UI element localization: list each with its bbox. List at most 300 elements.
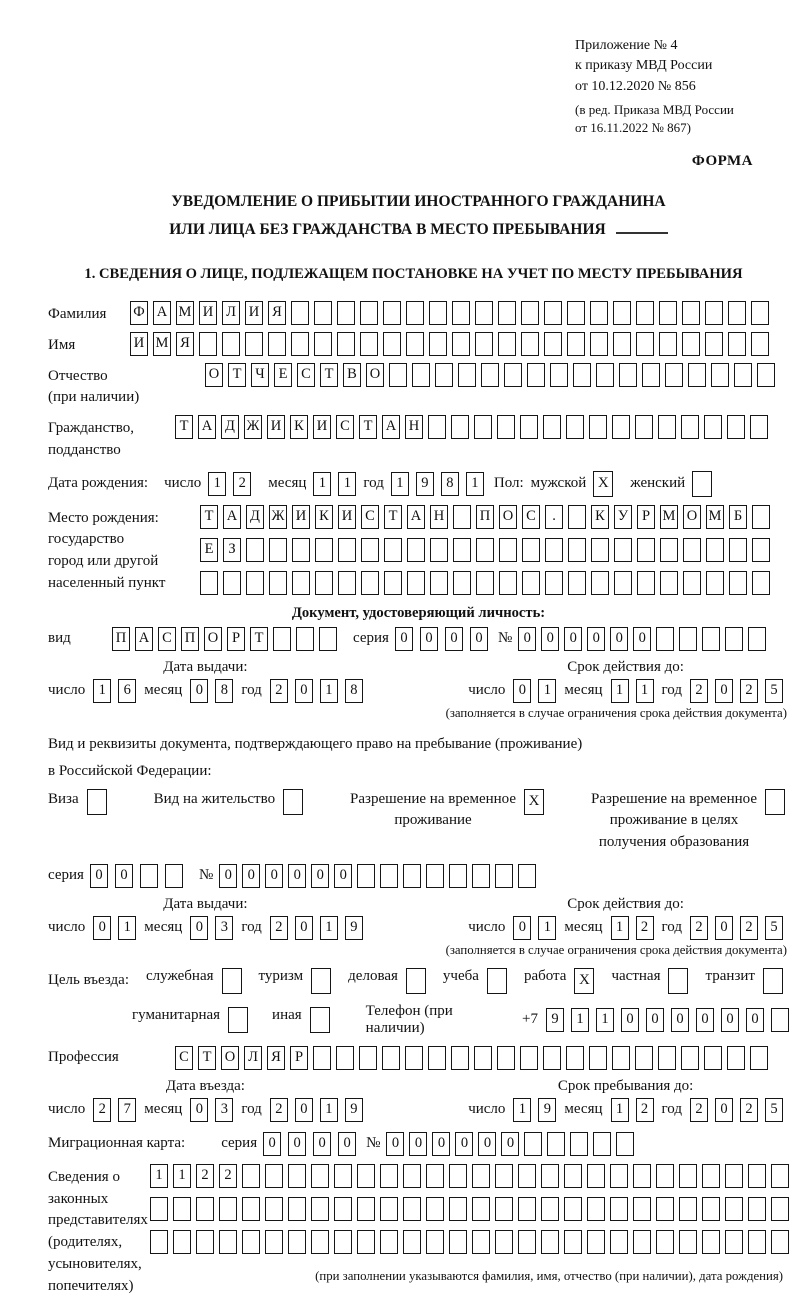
char-cell[interactable]: М bbox=[153, 332, 171, 356]
char-cell[interactable]: 0 bbox=[541, 627, 559, 651]
char-cell[interactable] bbox=[543, 415, 561, 439]
char-cell[interactable] bbox=[706, 538, 724, 562]
char-cell[interactable] bbox=[702, 1164, 720, 1188]
char-cell[interactable] bbox=[593, 1132, 611, 1156]
doc-expiry-month-cells[interactable] bbox=[611, 679, 654, 703]
doc-kind-cells[interactable] bbox=[112, 627, 337, 651]
char-cell[interactable] bbox=[150, 1230, 168, 1254]
char-cell[interactable] bbox=[587, 1164, 605, 1188]
char-cell[interactable] bbox=[476, 538, 494, 562]
char-cell[interactable] bbox=[704, 415, 722, 439]
char-cell[interactable]: 6 bbox=[118, 679, 136, 703]
birth-place-cells-row2[interactable] bbox=[200, 538, 770, 562]
char-cell[interactable]: Т bbox=[320, 363, 338, 387]
char-cell[interactable] bbox=[406, 968, 426, 994]
char-cell[interactable]: 2 bbox=[740, 916, 758, 940]
char-cell[interactable]: 0 bbox=[190, 916, 208, 940]
char-cell[interactable] bbox=[288, 1197, 306, 1221]
birth-month-cells[interactable] bbox=[313, 472, 356, 496]
char-cell[interactable]: 2 bbox=[196, 1164, 214, 1188]
residence-issue-month-cells[interactable] bbox=[190, 916, 233, 940]
char-cell[interactable] bbox=[591, 538, 609, 562]
char-cell[interactable] bbox=[518, 1197, 536, 1221]
char-cell[interactable] bbox=[475, 332, 493, 356]
char-cell[interactable] bbox=[763, 968, 783, 994]
char-cell[interactable] bbox=[614, 538, 632, 562]
char-cell[interactable]: 1 bbox=[93, 679, 111, 703]
char-cell[interactable] bbox=[268, 332, 286, 356]
char-cell[interactable]: Я bbox=[267, 1046, 285, 1070]
char-cell[interactable] bbox=[357, 1197, 375, 1221]
char-cell[interactable]: О bbox=[221, 1046, 239, 1070]
char-cell[interactable]: 5 bbox=[765, 679, 783, 703]
char-cell[interactable] bbox=[196, 1197, 214, 1221]
char-cell[interactable] bbox=[702, 627, 720, 651]
char-cell[interactable] bbox=[587, 1197, 605, 1221]
char-cell[interactable] bbox=[246, 571, 264, 595]
char-cell[interactable] bbox=[727, 1046, 745, 1070]
char-cell[interactable] bbox=[541, 1230, 559, 1254]
char-cell[interactable] bbox=[361, 571, 379, 595]
char-cell[interactable] bbox=[199, 332, 217, 356]
char-cell[interactable] bbox=[383, 301, 401, 325]
char-cell[interactable] bbox=[660, 571, 678, 595]
char-cell[interactable] bbox=[497, 415, 515, 439]
char-cell[interactable] bbox=[319, 627, 337, 651]
char-cell[interactable] bbox=[337, 332, 355, 356]
doc-issue-month-cells[interactable] bbox=[190, 679, 233, 703]
char-cell[interactable] bbox=[637, 571, 655, 595]
char-cell[interactable]: 0 bbox=[621, 1008, 639, 1032]
char-cell[interactable] bbox=[242, 1164, 260, 1188]
char-cell[interactable] bbox=[338, 571, 356, 595]
char-cell[interactable] bbox=[568, 538, 586, 562]
char-cell[interactable] bbox=[429, 301, 447, 325]
char-cell[interactable] bbox=[748, 1164, 766, 1188]
char-cell[interactable] bbox=[635, 415, 653, 439]
char-cell[interactable]: 3 bbox=[215, 1098, 233, 1122]
char-cell[interactable]: 1 bbox=[173, 1164, 191, 1188]
citizenship-cells[interactable] bbox=[175, 415, 768, 439]
char-cell[interactable] bbox=[616, 1132, 634, 1156]
char-cell[interactable]: Т bbox=[384, 505, 402, 529]
char-cell[interactable] bbox=[389, 363, 407, 387]
char-cell[interactable]: 0 bbox=[190, 679, 208, 703]
char-cell[interactable] bbox=[750, 1046, 768, 1070]
char-cell[interactable]: У bbox=[614, 505, 632, 529]
entry-day-cells[interactable] bbox=[93, 1098, 136, 1122]
char-cell[interactable] bbox=[458, 363, 476, 387]
char-cell[interactable] bbox=[656, 1230, 674, 1254]
char-cell[interactable] bbox=[296, 627, 314, 651]
doc-number-cells[interactable] bbox=[518, 627, 766, 651]
char-cell[interactable]: 0 bbox=[295, 916, 313, 940]
char-cell[interactable] bbox=[633, 1164, 651, 1188]
char-cell[interactable]: 5 bbox=[765, 916, 783, 940]
stay-day-cells[interactable] bbox=[513, 1098, 556, 1122]
char-cell[interactable]: Р bbox=[290, 1046, 308, 1070]
surname-cells[interactable] bbox=[130, 301, 769, 325]
char-cell[interactable]: С bbox=[297, 363, 315, 387]
char-cell[interactable] bbox=[748, 627, 766, 651]
char-cell[interactable] bbox=[426, 864, 444, 888]
char-cell[interactable] bbox=[403, 864, 421, 888]
char-cell[interactable]: 0 bbox=[715, 916, 733, 940]
char-cell[interactable]: 1 bbox=[611, 1098, 629, 1122]
char-cell[interactable]: 0 bbox=[313, 1132, 331, 1156]
char-cell[interactable] bbox=[564, 1164, 582, 1188]
birth-year-cells[interactable] bbox=[391, 472, 484, 496]
char-cell[interactable] bbox=[219, 1230, 237, 1254]
char-cell[interactable]: И bbox=[313, 415, 331, 439]
char-cell[interactable] bbox=[265, 1197, 283, 1221]
char-cell[interactable] bbox=[311, 1230, 329, 1254]
doc-issue-year-cells[interactable] bbox=[270, 679, 363, 703]
doc-issue-day-cells[interactable] bbox=[93, 679, 136, 703]
char-cell[interactable] bbox=[711, 363, 729, 387]
char-cell[interactable]: Ч bbox=[251, 363, 269, 387]
char-cell[interactable] bbox=[497, 1046, 515, 1070]
char-cell[interactable]: Е bbox=[274, 363, 292, 387]
char-cell[interactable] bbox=[591, 571, 609, 595]
char-cell[interactable] bbox=[522, 538, 540, 562]
char-cell[interactable] bbox=[635, 1046, 653, 1070]
char-cell[interactable]: 2 bbox=[636, 916, 654, 940]
char-cell[interactable] bbox=[702, 1230, 720, 1254]
char-cell[interactable] bbox=[360, 332, 378, 356]
char-cell[interactable]: 1 bbox=[391, 472, 409, 496]
char-cell[interactable] bbox=[610, 1230, 628, 1254]
char-cell[interactable]: Т bbox=[175, 415, 193, 439]
char-cell[interactable] bbox=[453, 538, 471, 562]
char-cell[interactable]: Л bbox=[222, 301, 240, 325]
char-cell[interactable]: А bbox=[223, 505, 241, 529]
char-cell[interactable] bbox=[472, 864, 490, 888]
residence-series-cells[interactable] bbox=[90, 864, 183, 888]
char-cell[interactable] bbox=[682, 332, 700, 356]
char-cell[interactable] bbox=[688, 363, 706, 387]
char-cell[interactable] bbox=[403, 1230, 421, 1254]
given-name-cells[interactable] bbox=[130, 332, 769, 356]
char-cell[interactable] bbox=[544, 332, 562, 356]
char-cell[interactable] bbox=[567, 332, 585, 356]
char-cell[interactable]: П bbox=[476, 505, 494, 529]
char-cell[interactable]: 0 bbox=[288, 1132, 306, 1156]
purpose-work-checkbox[interactable] bbox=[574, 968, 594, 994]
char-cell[interactable] bbox=[403, 1197, 421, 1221]
char-cell[interactable] bbox=[521, 301, 539, 325]
char-cell[interactable] bbox=[564, 1230, 582, 1254]
char-cell[interactable]: 0 bbox=[746, 1008, 764, 1032]
purpose-business-checkbox[interactable] bbox=[406, 968, 426, 994]
char-cell[interactable] bbox=[658, 1046, 676, 1070]
char-cell[interactable]: 0 bbox=[311, 864, 329, 888]
char-cell[interactable] bbox=[140, 864, 158, 888]
char-cell[interactable] bbox=[729, 538, 747, 562]
char-cell[interactable] bbox=[504, 363, 522, 387]
residence-expiry-year-cells[interactable] bbox=[690, 916, 783, 940]
char-cell[interactable] bbox=[380, 1197, 398, 1221]
char-cell[interactable]: 0 bbox=[715, 1098, 733, 1122]
migration-number-cells[interactable] bbox=[386, 1132, 634, 1156]
char-cell[interactable] bbox=[472, 1164, 490, 1188]
sex-male-checkbox[interactable] bbox=[593, 471, 613, 497]
char-cell[interactable] bbox=[453, 505, 471, 529]
char-cell[interactable]: 7 bbox=[118, 1098, 136, 1122]
char-cell[interactable] bbox=[750, 415, 768, 439]
char-cell[interactable]: 0 bbox=[338, 1132, 356, 1156]
char-cell[interactable] bbox=[334, 1230, 352, 1254]
char-cell[interactable] bbox=[380, 864, 398, 888]
char-cell[interactable]: 9 bbox=[538, 1098, 556, 1122]
phone-cells[interactable] bbox=[546, 1008, 789, 1032]
char-cell[interactable] bbox=[751, 332, 769, 356]
char-cell[interactable] bbox=[633, 1230, 651, 1254]
char-cell[interactable] bbox=[451, 415, 469, 439]
char-cell[interactable] bbox=[612, 1046, 630, 1070]
char-cell[interactable] bbox=[384, 538, 402, 562]
char-cell[interactable] bbox=[596, 363, 614, 387]
char-cell[interactable]: 0 bbox=[265, 864, 283, 888]
char-cell[interactable]: Я bbox=[176, 332, 194, 356]
char-cell[interactable]: 0 bbox=[633, 627, 651, 651]
char-cell[interactable]: О bbox=[499, 505, 517, 529]
char-cell[interactable] bbox=[573, 363, 591, 387]
char-cell[interactable] bbox=[269, 538, 287, 562]
char-cell[interactable]: 0 bbox=[696, 1008, 714, 1032]
entry-year-cells[interactable] bbox=[270, 1098, 363, 1122]
char-cell[interactable] bbox=[150, 1197, 168, 1221]
char-cell[interactable] bbox=[590, 332, 608, 356]
char-cell[interactable]: К bbox=[315, 505, 333, 529]
char-cell[interactable]: 2 bbox=[270, 1098, 288, 1122]
char-cell[interactable] bbox=[522, 571, 540, 595]
char-cell[interactable] bbox=[380, 1230, 398, 1254]
char-cell[interactable] bbox=[567, 301, 585, 325]
char-cell[interactable] bbox=[614, 571, 632, 595]
residence-issue-day-cells[interactable] bbox=[93, 916, 136, 940]
char-cell[interactable]: Т bbox=[359, 415, 377, 439]
char-cell[interactable] bbox=[426, 1230, 444, 1254]
char-cell[interactable]: Т bbox=[228, 363, 246, 387]
char-cell[interactable] bbox=[679, 1230, 697, 1254]
char-cell[interactable]: 8 bbox=[441, 472, 459, 496]
char-cell[interactable] bbox=[568, 571, 586, 595]
char-cell[interactable]: 0 bbox=[721, 1008, 739, 1032]
char-cell[interactable]: 0 bbox=[295, 1098, 313, 1122]
char-cell[interactable]: 0 bbox=[420, 627, 438, 651]
residence-expiry-day-cells[interactable] bbox=[513, 916, 556, 940]
char-cell[interactable]: С bbox=[361, 505, 379, 529]
char-cell[interactable] bbox=[725, 1197, 743, 1221]
char-cell[interactable]: О bbox=[204, 627, 222, 651]
char-cell[interactable] bbox=[589, 415, 607, 439]
char-cell[interactable] bbox=[430, 571, 448, 595]
char-cell[interactable] bbox=[495, 1230, 513, 1254]
char-cell[interactable] bbox=[520, 415, 538, 439]
char-cell[interactable] bbox=[679, 1164, 697, 1188]
char-cell[interactable]: А bbox=[198, 415, 216, 439]
char-cell[interactable] bbox=[550, 363, 568, 387]
char-cell[interactable] bbox=[524, 1132, 542, 1156]
char-cell[interactable]: 9 bbox=[416, 472, 434, 496]
char-cell[interactable] bbox=[429, 332, 447, 356]
char-cell[interactable] bbox=[520, 1046, 538, 1070]
char-cell[interactable]: 9 bbox=[345, 916, 363, 940]
char-cell[interactable] bbox=[357, 1164, 375, 1188]
char-cell[interactable] bbox=[545, 538, 563, 562]
char-cell[interactable] bbox=[383, 332, 401, 356]
purpose-humanitarian-checkbox[interactable] bbox=[228, 1007, 248, 1033]
char-cell[interactable] bbox=[518, 1164, 536, 1188]
char-cell[interactable]: А bbox=[153, 301, 171, 325]
char-cell[interactable]: 0 bbox=[115, 864, 133, 888]
char-cell[interactable]: 2 bbox=[219, 1164, 237, 1188]
char-cell[interactable]: Д bbox=[221, 415, 239, 439]
char-cell[interactable] bbox=[734, 363, 752, 387]
char-cell[interactable]: Н bbox=[430, 505, 448, 529]
birth-place-cells-row1[interactable] bbox=[200, 505, 770, 529]
stay-month-cells[interactable] bbox=[611, 1098, 654, 1122]
char-cell[interactable] bbox=[692, 471, 712, 497]
patronymic-cells[interactable] bbox=[205, 363, 775, 387]
char-cell[interactable]: Ж bbox=[269, 505, 287, 529]
char-cell[interactable] bbox=[659, 332, 677, 356]
char-cell[interactable]: Н bbox=[405, 415, 423, 439]
char-cell[interactable]: 2 bbox=[740, 679, 758, 703]
char-cell[interactable]: З bbox=[223, 538, 241, 562]
char-cell[interactable]: 0 bbox=[334, 864, 352, 888]
char-cell[interactable] bbox=[541, 1197, 559, 1221]
char-cell[interactable] bbox=[407, 571, 425, 595]
char-cell[interactable]: 0 bbox=[190, 1098, 208, 1122]
char-cell[interactable]: С bbox=[522, 505, 540, 529]
char-cell[interactable] bbox=[291, 332, 309, 356]
char-cell[interactable] bbox=[612, 415, 630, 439]
char-cell[interactable]: К bbox=[591, 505, 609, 529]
char-cell[interactable]: А bbox=[407, 505, 425, 529]
char-cell[interactable] bbox=[449, 1197, 467, 1221]
birth-day-cells[interactable] bbox=[208, 472, 251, 496]
char-cell[interactable] bbox=[223, 571, 241, 595]
char-cell[interactable]: 2 bbox=[270, 679, 288, 703]
char-cell[interactable]: С bbox=[158, 627, 176, 651]
char-cell[interactable] bbox=[728, 301, 746, 325]
char-cell[interactable] bbox=[566, 415, 584, 439]
char-cell[interactable] bbox=[384, 571, 402, 595]
char-cell[interactable]: 2 bbox=[690, 1098, 708, 1122]
char-cell[interactable]: И bbox=[130, 332, 148, 356]
char-cell[interactable] bbox=[725, 627, 743, 651]
char-cell[interactable]: 0 bbox=[715, 679, 733, 703]
char-cell[interactable] bbox=[656, 1164, 674, 1188]
char-cell[interactable]: 1 bbox=[538, 916, 556, 940]
char-cell[interactable]: И bbox=[199, 301, 217, 325]
char-cell[interactable]: 2 bbox=[270, 916, 288, 940]
char-cell[interactable] bbox=[544, 301, 562, 325]
char-cell[interactable] bbox=[452, 332, 470, 356]
char-cell[interactable]: 1 bbox=[636, 679, 654, 703]
char-cell[interactable] bbox=[610, 1197, 628, 1221]
char-cell[interactable] bbox=[269, 571, 287, 595]
char-cell[interactable] bbox=[382, 1046, 400, 1070]
char-cell[interactable] bbox=[405, 1046, 423, 1070]
char-cell[interactable]: 0 bbox=[90, 864, 108, 888]
char-cell[interactable] bbox=[291, 301, 309, 325]
char-cell[interactable] bbox=[521, 332, 539, 356]
char-cell[interactable] bbox=[265, 1164, 283, 1188]
char-cell[interactable]: Р bbox=[227, 627, 245, 651]
char-cell[interactable] bbox=[771, 1197, 789, 1221]
entry-month-cells[interactable] bbox=[190, 1098, 233, 1122]
residence-permit-checkbox[interactable] bbox=[283, 789, 303, 815]
char-cell[interactable]: 1 bbox=[150, 1164, 168, 1188]
char-cell[interactable] bbox=[196, 1230, 214, 1254]
char-cell[interactable]: 0 bbox=[564, 627, 582, 651]
residence-number-cells[interactable] bbox=[219, 864, 536, 888]
char-cell[interactable] bbox=[476, 571, 494, 595]
char-cell[interactable] bbox=[570, 1132, 588, 1156]
char-cell[interactable] bbox=[337, 301, 355, 325]
char-cell[interactable] bbox=[725, 1164, 743, 1188]
char-cell[interactable] bbox=[474, 1046, 492, 1070]
char-cell[interactable] bbox=[292, 571, 310, 595]
char-cell[interactable] bbox=[771, 1008, 789, 1032]
char-cell[interactable] bbox=[636, 301, 654, 325]
char-cell[interactable]: X bbox=[593, 471, 613, 497]
char-cell[interactable] bbox=[283, 789, 303, 815]
char-cell[interactable] bbox=[728, 332, 746, 356]
birth-place-cells-row3[interactable] bbox=[200, 571, 770, 595]
char-cell[interactable] bbox=[87, 789, 107, 815]
char-cell[interactable]: 0 bbox=[409, 1132, 427, 1156]
char-cell[interactable] bbox=[752, 571, 770, 595]
purpose-official-checkbox[interactable] bbox=[222, 968, 242, 994]
char-cell[interactable]: 0 bbox=[93, 916, 111, 940]
char-cell[interactable] bbox=[315, 571, 333, 595]
char-cell[interactable] bbox=[545, 571, 563, 595]
char-cell[interactable] bbox=[705, 301, 723, 325]
char-cell[interactable]: Е bbox=[200, 538, 218, 562]
char-cell[interactable]: 0 bbox=[513, 916, 531, 940]
char-cell[interactable]: Я bbox=[268, 301, 286, 325]
char-cell[interactable] bbox=[706, 571, 724, 595]
char-cell[interactable]: 0 bbox=[518, 627, 536, 651]
representatives-cells-row3[interactable] bbox=[150, 1230, 789, 1254]
char-cell[interactable] bbox=[222, 332, 240, 356]
char-cell[interactable]: И bbox=[292, 505, 310, 529]
migration-series-cells[interactable] bbox=[263, 1132, 356, 1156]
char-cell[interactable] bbox=[173, 1197, 191, 1221]
char-cell[interactable] bbox=[426, 1164, 444, 1188]
char-cell[interactable]: 0 bbox=[263, 1132, 281, 1156]
char-cell[interactable]: И bbox=[245, 301, 263, 325]
doc-expiry-year-cells[interactable] bbox=[690, 679, 783, 703]
char-cell[interactable]: 1 bbox=[208, 472, 226, 496]
char-cell[interactable] bbox=[568, 505, 586, 529]
char-cell[interactable] bbox=[430, 538, 448, 562]
char-cell[interactable] bbox=[499, 571, 517, 595]
char-cell[interactable] bbox=[658, 415, 676, 439]
char-cell[interactable] bbox=[541, 1164, 559, 1188]
char-cell[interactable] bbox=[590, 301, 608, 325]
char-cell[interactable] bbox=[610, 1164, 628, 1188]
char-cell[interactable] bbox=[564, 1197, 582, 1221]
char-cell[interactable] bbox=[751, 301, 769, 325]
char-cell[interactable] bbox=[228, 1007, 248, 1033]
char-cell[interactable]: 0 bbox=[288, 864, 306, 888]
char-cell[interactable] bbox=[757, 363, 775, 387]
